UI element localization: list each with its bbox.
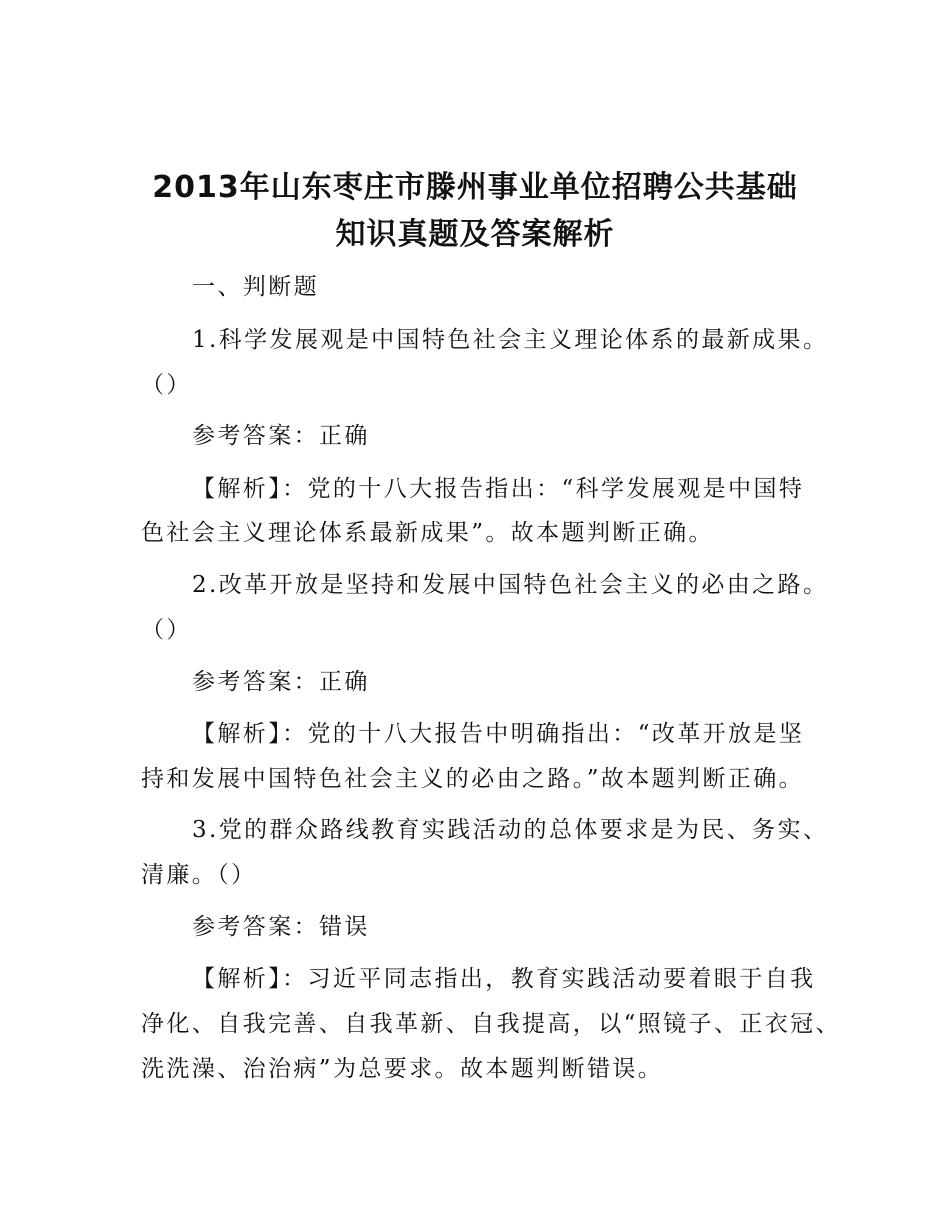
question-3-text: 3.党的群众路线教育实践活动的总体要求是为民、务实、 xyxy=(192,817,829,843)
section-heading: 一、判断题 xyxy=(192,274,319,300)
question-1-analysis-line-1: 【解析】：党的十八大报告指出：“科学发展观是中国特 xyxy=(192,476,805,502)
question-2-text: 2.改革开放是坚持和发展中国特色社会主义的必由之路。 xyxy=(192,572,829,598)
question-2-blank: （） xyxy=(141,617,192,643)
question-3-text-continued: 清廉。（） xyxy=(141,862,257,888)
question-2-analysis-line-2: 持和发展中国特色社会主义的必由之路。”故本题判断正确。 xyxy=(141,766,805,792)
question-1-blank: （） xyxy=(141,372,192,398)
document-title-line-2: 知识真题及答案解析 xyxy=(335,217,615,252)
question-1-text: 1.科学发展观是中国特色社会主义理论体系的最新成果。 xyxy=(192,327,829,353)
question-3-answer: 参考答案：错误 xyxy=(192,914,370,940)
question-2-analysis-line-1: 【解析】：党的十八大报告中明确指出：“改革开放是坚 xyxy=(192,721,805,747)
question-2-answer: 参考答案：正确 xyxy=(192,669,370,695)
question-3-analysis-line-1: 【解析】：习近平同志指出，教育实践活动要着眼于自我 xyxy=(192,966,816,992)
question-1-answer: 参考答案：正确 xyxy=(192,423,370,449)
document-title-line-1: 2013年山东枣庄市滕州事业单位招聘公共基础 xyxy=(152,170,798,205)
question-3-analysis-line-2: 净化、自我完善、自我革新、自我提高，以“照镜子、正衣冠、 xyxy=(141,1011,841,1037)
question-1-analysis-line-2: 色社会主义理论体系最新成果”。故本题判断正确。 xyxy=(141,520,714,546)
question-3-analysis-line-3: 洗洗澡、治治病”为总要求。故本题判断错误。 xyxy=(141,1056,664,1082)
